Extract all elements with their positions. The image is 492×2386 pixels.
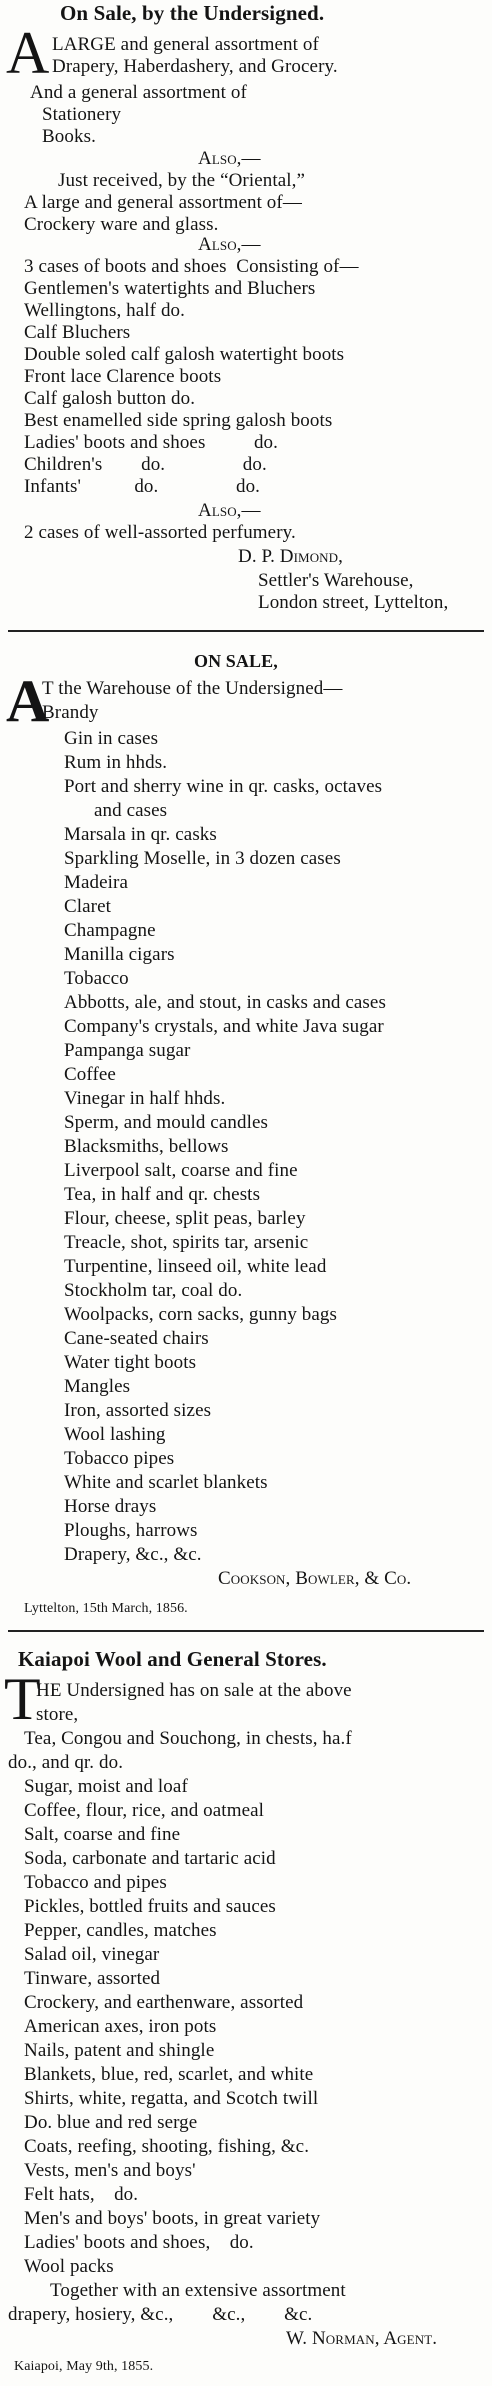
- ad-cookson-item: Stockholm tar, coal do.: [64, 1280, 243, 1301]
- ad-cookson-item: Abbotts, ale, and stout, in casks and cases: [64, 992, 386, 1013]
- ad-cookson-item: Tea, in half and qr. chests: [64, 1184, 261, 1205]
- ad-kaiapoi-item: Wool packs: [24, 2256, 114, 2277]
- ad-dimond-line: Gentlemen's watertights and Bluchers: [24, 278, 316, 299]
- ad-dimond-address: London street, Lyttelton,: [258, 592, 449, 613]
- ad-cookson-item: Water tight boots: [64, 1352, 197, 1373]
- ad-kaiapoi-item: Do. blue and red serge: [24, 2112, 198, 2133]
- ad-cookson-item: Wool lashing: [64, 1424, 166, 1445]
- ad-dimond-line: LARGE and general assortment of: [52, 34, 319, 55]
- ad-cookson-dateline: Lyttelton, 15th March, 1856.: [24, 1601, 188, 1616]
- ad-dimond-line: Crockery ware and glass.: [24, 214, 219, 235]
- ad-kaiapoi-item: Tinware, assorted: [24, 1968, 161, 1989]
- ad-kaiapoi-item: Blankets, blue, red, scarlet, and white: [24, 2064, 314, 2085]
- ad-cookson-item: Manilla cigars: [64, 944, 175, 965]
- ad-dimond-line: Drapery, Haberdashery, and Grocery.: [52, 56, 338, 77]
- ad-dimond-also: Also,—: [198, 234, 261, 255]
- ad-cookson-item: Pampanga sugar: [64, 1040, 191, 1061]
- ad-cookson-item: Brandy: [42, 702, 99, 723]
- ad-cookson-dropcap: A: [6, 668, 50, 734]
- ad-kaiapoi-item: Vests, men's and boys': [24, 2160, 196, 2181]
- ad-dimond-also: Also,—: [198, 148, 261, 169]
- ad-cookson-item: Turpentine, linseed oil, white lead: [64, 1256, 327, 1277]
- ad-cookson-heading: ON SALE,: [194, 651, 278, 671]
- ad-cookson-item: Champagne: [64, 920, 156, 941]
- ad-dimond-line: Just received, by the “Oriental,”: [58, 170, 306, 191]
- ad-dimond-signature: D. P. Dimond,: [238, 546, 344, 567]
- ad-kaiapoi-item: Coats, reefing, shooting, fishing, &c.: [24, 2136, 310, 2157]
- ad-kaiapoi-item: American axes, iron pots: [24, 2016, 217, 2037]
- ad-kaiapoi-item: Pickles, bottled fruits and sauces: [24, 1896, 276, 1917]
- ad-dimond-line: A large and general assortment of—: [24, 192, 302, 213]
- ad-kaiapoi-item: Sugar, moist and loaf: [24, 1776, 188, 1797]
- ad-dimond-line: 2 cases of well-assorted perfumery.: [24, 522, 296, 543]
- column-rule: [8, 630, 484, 632]
- ad-dimond-line: Infants' do. do.: [24, 476, 261, 497]
- ad-cookson-item: Port and sherry wine in qr. casks, octaves: [64, 776, 383, 797]
- ad-dimond-line: And a general assortment of: [30, 82, 247, 103]
- ad-dimond-dropcap: A: [6, 20, 50, 86]
- column-rule: [8, 1630, 484, 1632]
- ad-dimond-line: Stationery: [42, 104, 122, 125]
- ad-cookson-item: Madeira: [64, 872, 128, 893]
- ad-cookson-item: Horse drays: [64, 1496, 157, 1517]
- ad-dimond-line: Children's do. do.: [24, 454, 267, 475]
- ad-cookson-item: Ploughs, harrows: [64, 1520, 198, 1541]
- ad-kaiapoi-item: Salt, coarse and fine: [24, 1824, 181, 1845]
- ad-dimond-line: 3 cases of boots and shoes Consisting of—: [24, 256, 359, 277]
- ad-cookson-item: Mangles: [64, 1376, 131, 1397]
- ad-dimond-line: Front lace Clarence boots: [24, 366, 222, 387]
- ad-kaiapoi-line: HE Undersigned has on sale at the above: [36, 1680, 352, 1701]
- ad-cookson-item: Blacksmiths, bellows: [64, 1136, 229, 1157]
- ad-kaiapoi-signature: W. Norman, Agent.: [286, 2328, 438, 2349]
- ad-cookson-item: Sparkling Moselle, in 3 dozen cases: [64, 848, 341, 869]
- ad-kaiapoi-line: Tea, Congou and Souchong, in chests, ha.f: [24, 1728, 352, 1749]
- ad-kaiapoi-dropcap: T: [4, 1666, 41, 1732]
- ad-dimond-line: Best enamelled side spring galosh boots: [24, 410, 333, 431]
- ad-kaiapoi-heading: Kaiapoi Wool and General Stores.: [18, 1647, 327, 1671]
- ad-cookson-item: Company's crystals, and white Java sugar: [64, 1016, 384, 1037]
- ad-dimond-line: Double soled calf galosh watertight boots: [24, 344, 345, 365]
- ad-kaiapoi-item: Shirts, white, regatta, and Scotch twill: [24, 2088, 319, 2109]
- ad-kaiapoi-item: Tobacco and pipes: [24, 1872, 167, 1893]
- ad-cookson-item: Tobacco pipes: [64, 1448, 175, 1469]
- ad-cookson-item: Sperm, and mould candles: [64, 1112, 268, 1133]
- ad-dimond-heading: On Sale, by the Undersigned.: [60, 1, 325, 25]
- ad-kaiapoi-dateline: Kaiapoi, May 9th, 1855.: [14, 2359, 154, 2374]
- ad-cookson-item: Coffee: [64, 1064, 116, 1085]
- ad-cookson-item: and cases: [94, 800, 168, 821]
- ad-kaiapoi-item: Coffee, flour, rice, and oatmeal: [24, 1800, 265, 1821]
- ad-cookson-item: Marsala in qr. casks: [64, 824, 217, 845]
- ad-cookson-item: Drapery, &c., &c.: [64, 1544, 202, 1565]
- ad-kaiapoi-item: Men's and boys' boots, in great variety: [24, 2208, 321, 2229]
- ad-cookson-item: Rum in hhds.: [64, 752, 168, 773]
- ad-cookson-item: White and scarlet blankets: [64, 1472, 268, 1493]
- ad-kaiapoi-item: Pepper, candles, matches: [24, 1920, 217, 1941]
- ad-dimond-also: Also,—: [198, 500, 261, 521]
- ad-kaiapoi-line: Together with an extensive assortment: [50, 2280, 346, 2301]
- ad-dimond-line: Ladies' boots and shoes do.: [24, 432, 278, 453]
- ad-dimond: [0, 0, 492, 613]
- ad-kaiapoi-item: Crockery, and earthenware, assorted: [24, 1992, 304, 2013]
- ad-dimond-address: Settler's Warehouse,: [258, 570, 414, 591]
- ad-cookson-item: Tobacco: [64, 968, 129, 989]
- ad-kaiapoi-item: Nails, patent and shingle: [24, 2040, 215, 2061]
- ad-cookson-signature: Cookson, Bowler, & Co.: [218, 1568, 412, 1589]
- ad-dimond-line: Calf Bluchers: [24, 322, 131, 343]
- ad-kaiapoi-line: store,: [36, 1704, 79, 1725]
- ad-cookson-item: Woolpacks, corn sacks, gunny bags: [64, 1304, 337, 1325]
- ad-kaiapoi-line: drapery, hosiery, &c., &c., &c.: [8, 2304, 313, 2325]
- ad-cookson-item: Gin in cases: [64, 728, 159, 749]
- ad-kaiapoi-item: Soda, carbonate and tartaric acid: [24, 1848, 276, 1869]
- ad-cookson-item: Iron, assorted sizes: [64, 1400, 212, 1421]
- ad-cookson-item: Cane-seated chairs: [64, 1328, 209, 1349]
- ad-cookson-item: Flour, cheese, split peas, barley: [64, 1208, 306, 1229]
- ad-dimond-line: Books.: [42, 126, 96, 147]
- ad-cookson-item: Vinegar in half hhds.: [64, 1088, 226, 1109]
- ad-dimond-line: Wellingtons, half do.: [24, 300, 185, 321]
- ad-cookson-item: Claret: [64, 896, 112, 917]
- ad-kaiapoi-item: Felt hats, do.: [24, 2184, 139, 2205]
- ad-kaiapoi-item: Ladies' boots and shoes, do.: [24, 2232, 254, 2253]
- ad-dimond-line: Calf galosh button do.: [24, 388, 196, 409]
- ad-kaiapoi-line: do., and qr. do.: [8, 1752, 124, 1773]
- ad-cookson-item: Liverpool salt, coarse and fine: [64, 1160, 298, 1181]
- ad-cookson-line: T the Warehouse of the Undersigned—: [42, 678, 343, 699]
- ad-kaiapoi-item: Salad oil, vinegar: [24, 1944, 160, 1965]
- ad-cookson-item: Treacle, shot, spirits tar, arsenic: [64, 1232, 309, 1253]
